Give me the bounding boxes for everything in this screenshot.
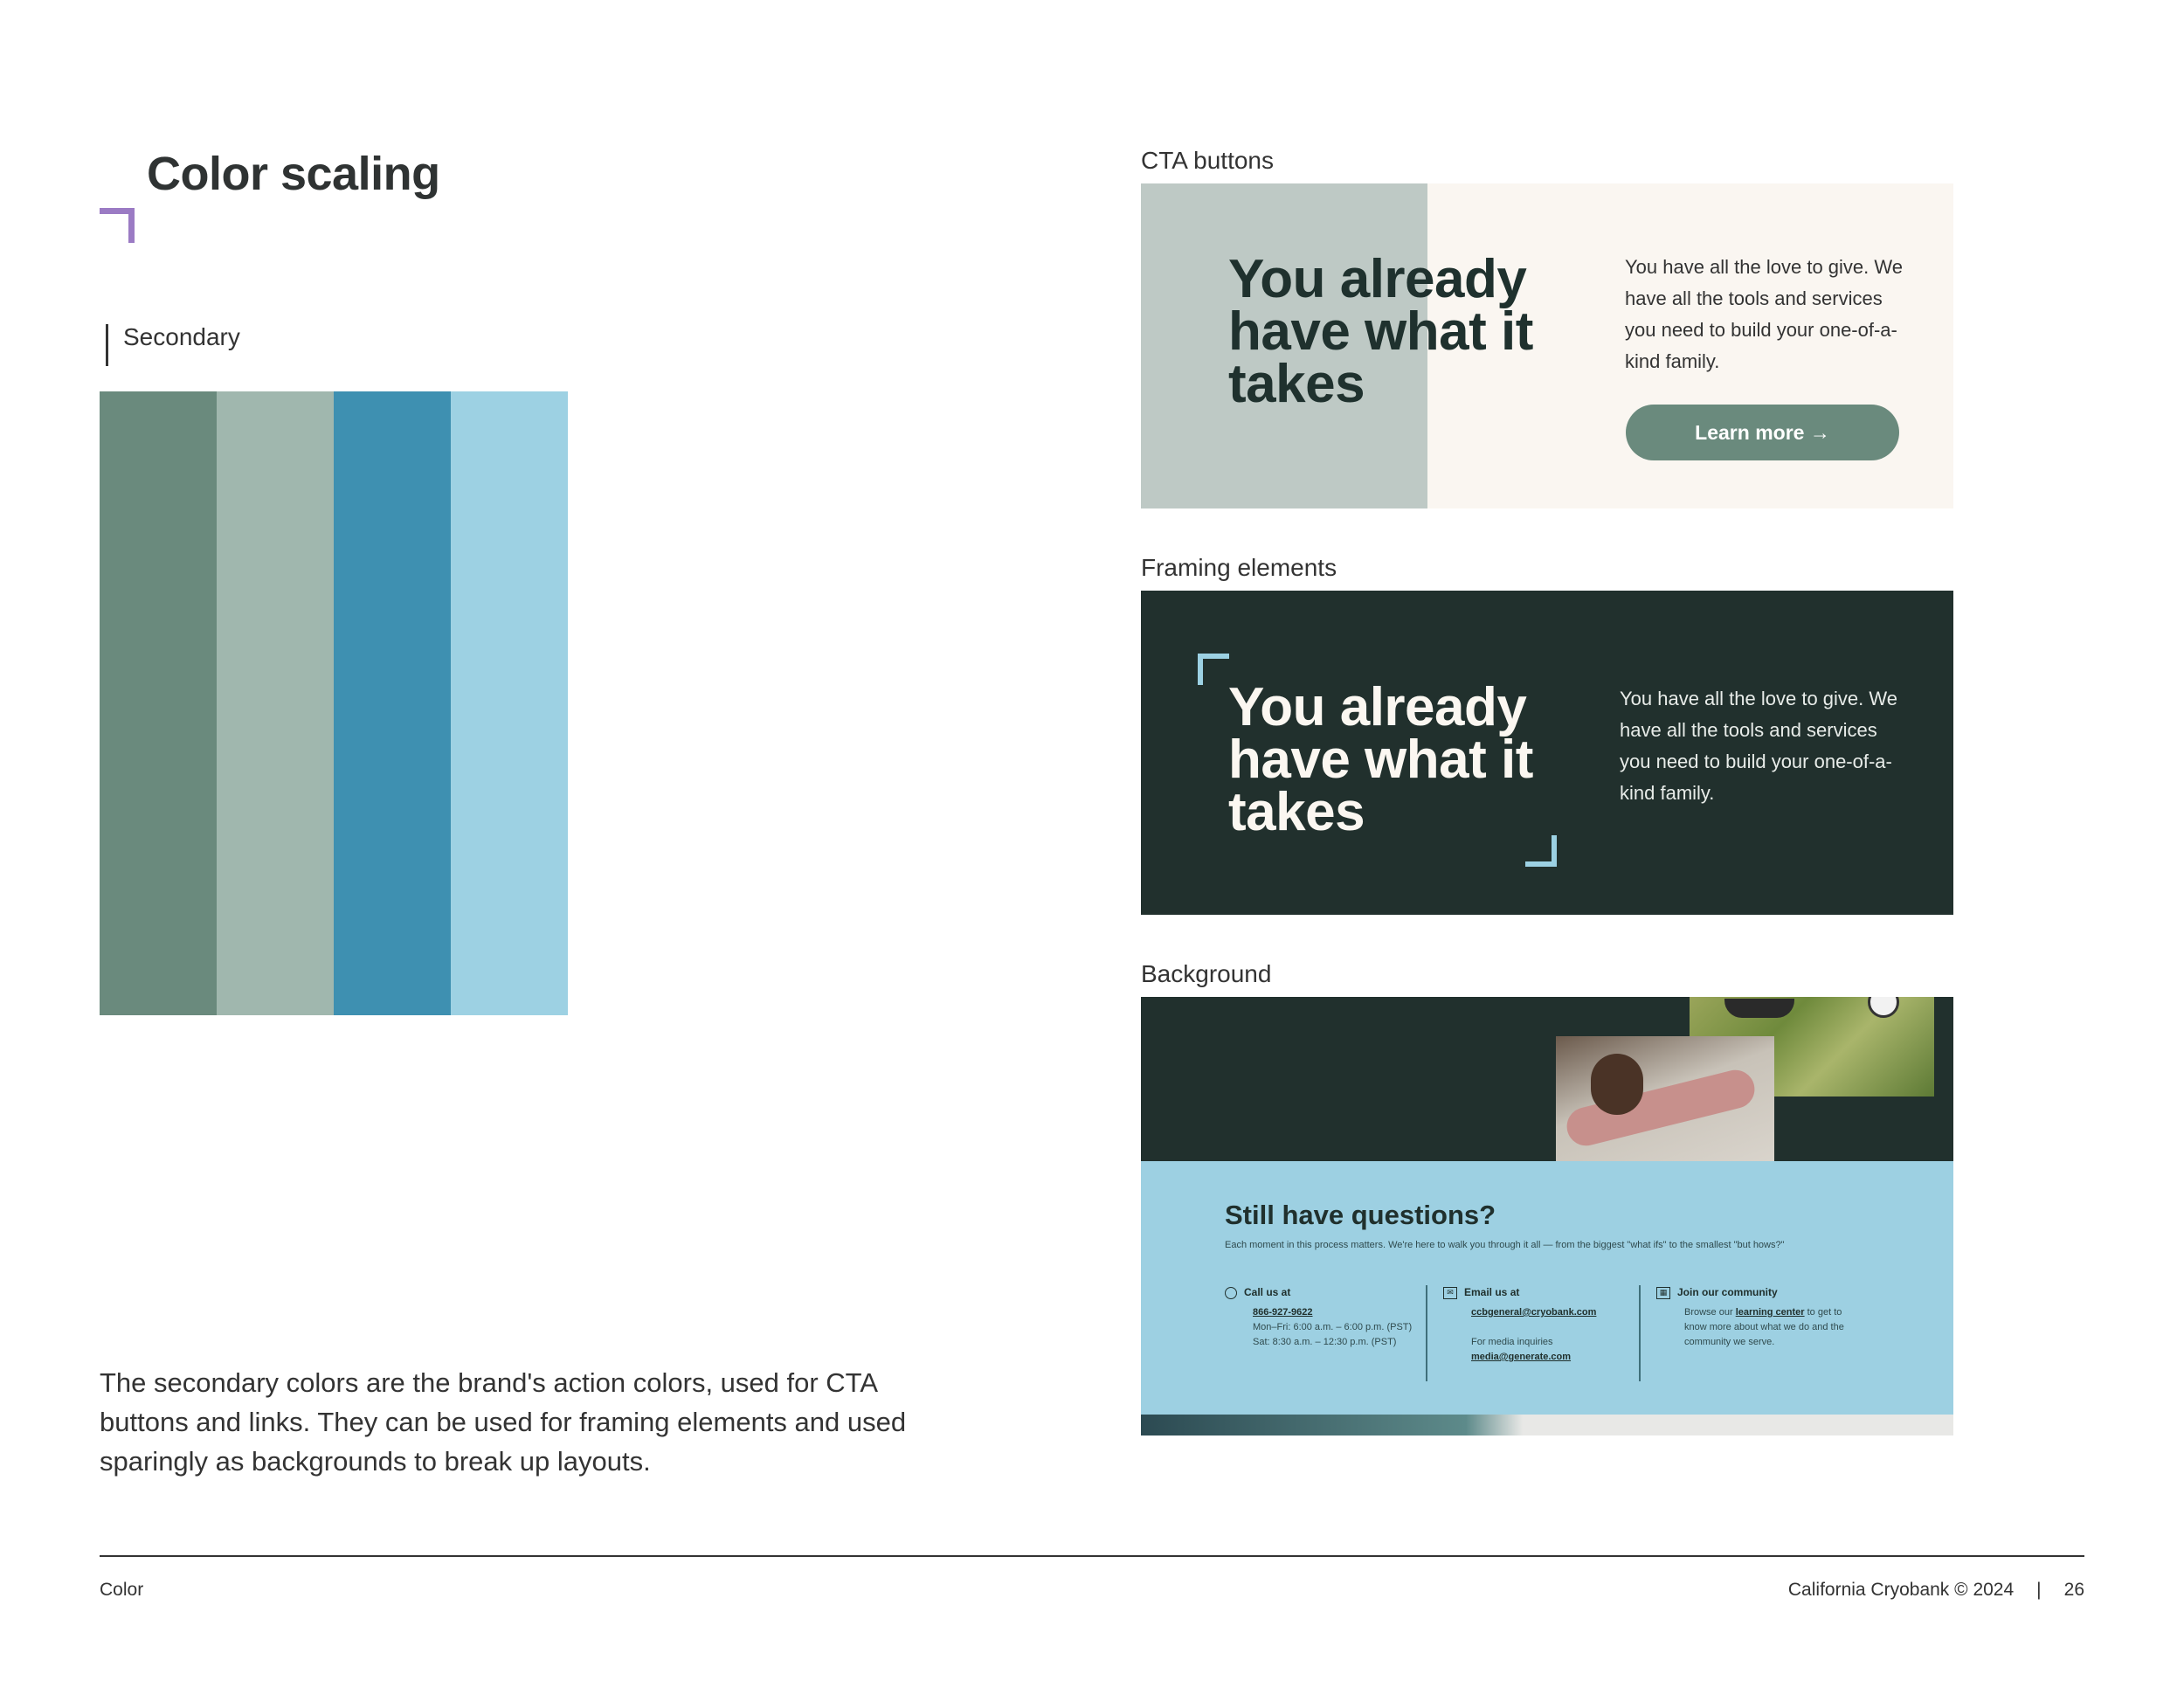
questions-subtitle: Each moment in this process matters. We're here to walk you through it all — from the biggest "what ifs" to the smallest "but hows?"	[1225, 1240, 1785, 1250]
framing-section-label: Framing elements	[1141, 554, 1337, 581]
headline-line: You already	[1228, 677, 1527, 737]
envelope-icon: ✉	[1443, 1287, 1457, 1299]
person-icon	[1225, 1287, 1237, 1299]
swatch-2	[217, 391, 334, 1015]
community-column	[1656, 1285, 1866, 1350]
page-number: 26	[2063, 1580, 2084, 1600]
background-example-panel	[1141, 997, 1953, 1435]
hours-weekday: Mon–Fri: 6:00 a.m. – 6:00 p.m. (PST)	[1253, 1322, 1413, 1332]
email-link[interactable]: ccbgeneral@cryobank.com	[1471, 1307, 1597, 1318]
ball-shape	[1868, 997, 1899, 1018]
hours-saturday: Sat: 8:30 a.m. – 12:30 p.m. (PST)	[1253, 1337, 1397, 1347]
call-label: Call us at	[1244, 1286, 1291, 1298]
community-text-post: to get to know more about what we do and the community we serve.	[1684, 1307, 1844, 1347]
questions-title: Still have questions?	[1225, 1200, 1496, 1230]
learn-more-button[interactable]: Learn more →	[1626, 405, 1899, 460]
corner-bracket-icon	[100, 208, 135, 243]
call-column	[1225, 1285, 1412, 1350]
swatch-4	[451, 391, 568, 1015]
call-heading	[1225, 1285, 1412, 1300]
headline-line: You already	[1228, 249, 1527, 309]
footer-meta	[1788, 1580, 2084, 1601]
color-swatches	[100, 391, 568, 1015]
headline-line: have what it	[1228, 301, 1533, 362]
framing-example-panel	[1141, 591, 1953, 915]
framing-headline	[1228, 677, 1533, 842]
shoe-shape	[1724, 999, 1794, 1018]
cta-headline	[1228, 249, 1533, 414]
framing-blurb: You have all the love to give. We have all the tools and services you need to build your one-of-a-kind family.	[1620, 688, 1897, 804]
calendar-icon: ▦	[1656, 1287, 1670, 1299]
footer-section: Color	[100, 1580, 144, 1600]
footer-separator: |	[2036, 1580, 2042, 1600]
headline-line: takes	[1228, 782, 1365, 842]
cta-example-panel	[1141, 183, 1953, 508]
page-title: Color scaling	[147, 148, 440, 200]
community-heading	[1656, 1285, 1866, 1300]
headline-line: takes	[1228, 354, 1365, 414]
bottom-image-strip	[1141, 1415, 1953, 1435]
media-email-link[interactable]: media@generate.com	[1471, 1352, 1572, 1362]
community-text	[1656, 1305, 1866, 1350]
description: The secondary colors are the brand's action colors, used for CTA buttons and links. They can be used for framing elements and used sparingly as backgrounds to break up layouts.	[100, 1367, 907, 1477]
media-label: For media inquiries	[1471, 1337, 1553, 1347]
guitar-photo	[1556, 1036, 1774, 1161]
cta-section-label: CTA buttons	[1141, 147, 1275, 174]
footer-divider	[100, 1555, 2084, 1557]
learning-center-link[interactable]: learning center	[1735, 1307, 1805, 1318]
hand-shape	[1591, 1054, 1643, 1115]
section-marker	[106, 324, 108, 366]
footer-copyright: California Cryobank © 2024	[1787, 1580, 2015, 1600]
cta-blurb: You have all the love to give. We have all the tools and services you need to build your one-of-a-kind family.	[1625, 256, 1903, 372]
community-label: Join our community	[1677, 1286, 1778, 1298]
headline-line: have what it	[1228, 730, 1533, 790]
column-divider	[1639, 1285, 1641, 1381]
frame-corner-top-left-icon	[1198, 654, 1229, 685]
swatch-3	[334, 391, 451, 1015]
column-divider	[1426, 1285, 1427, 1381]
background-section-label: Background	[1141, 960, 1272, 987]
section-label: Secondary	[123, 323, 240, 350]
email-heading	[1443, 1285, 1596, 1300]
community-text-pre: Browse our	[1684, 1307, 1736, 1318]
email-label: Email us at	[1464, 1286, 1520, 1298]
frame-corner-bottom-right-icon	[1525, 835, 1557, 867]
email-column	[1443, 1285, 1596, 1365]
phone-link[interactable]: 866-927-9622	[1253, 1307, 1313, 1318]
swatch-1	[100, 391, 217, 1015]
